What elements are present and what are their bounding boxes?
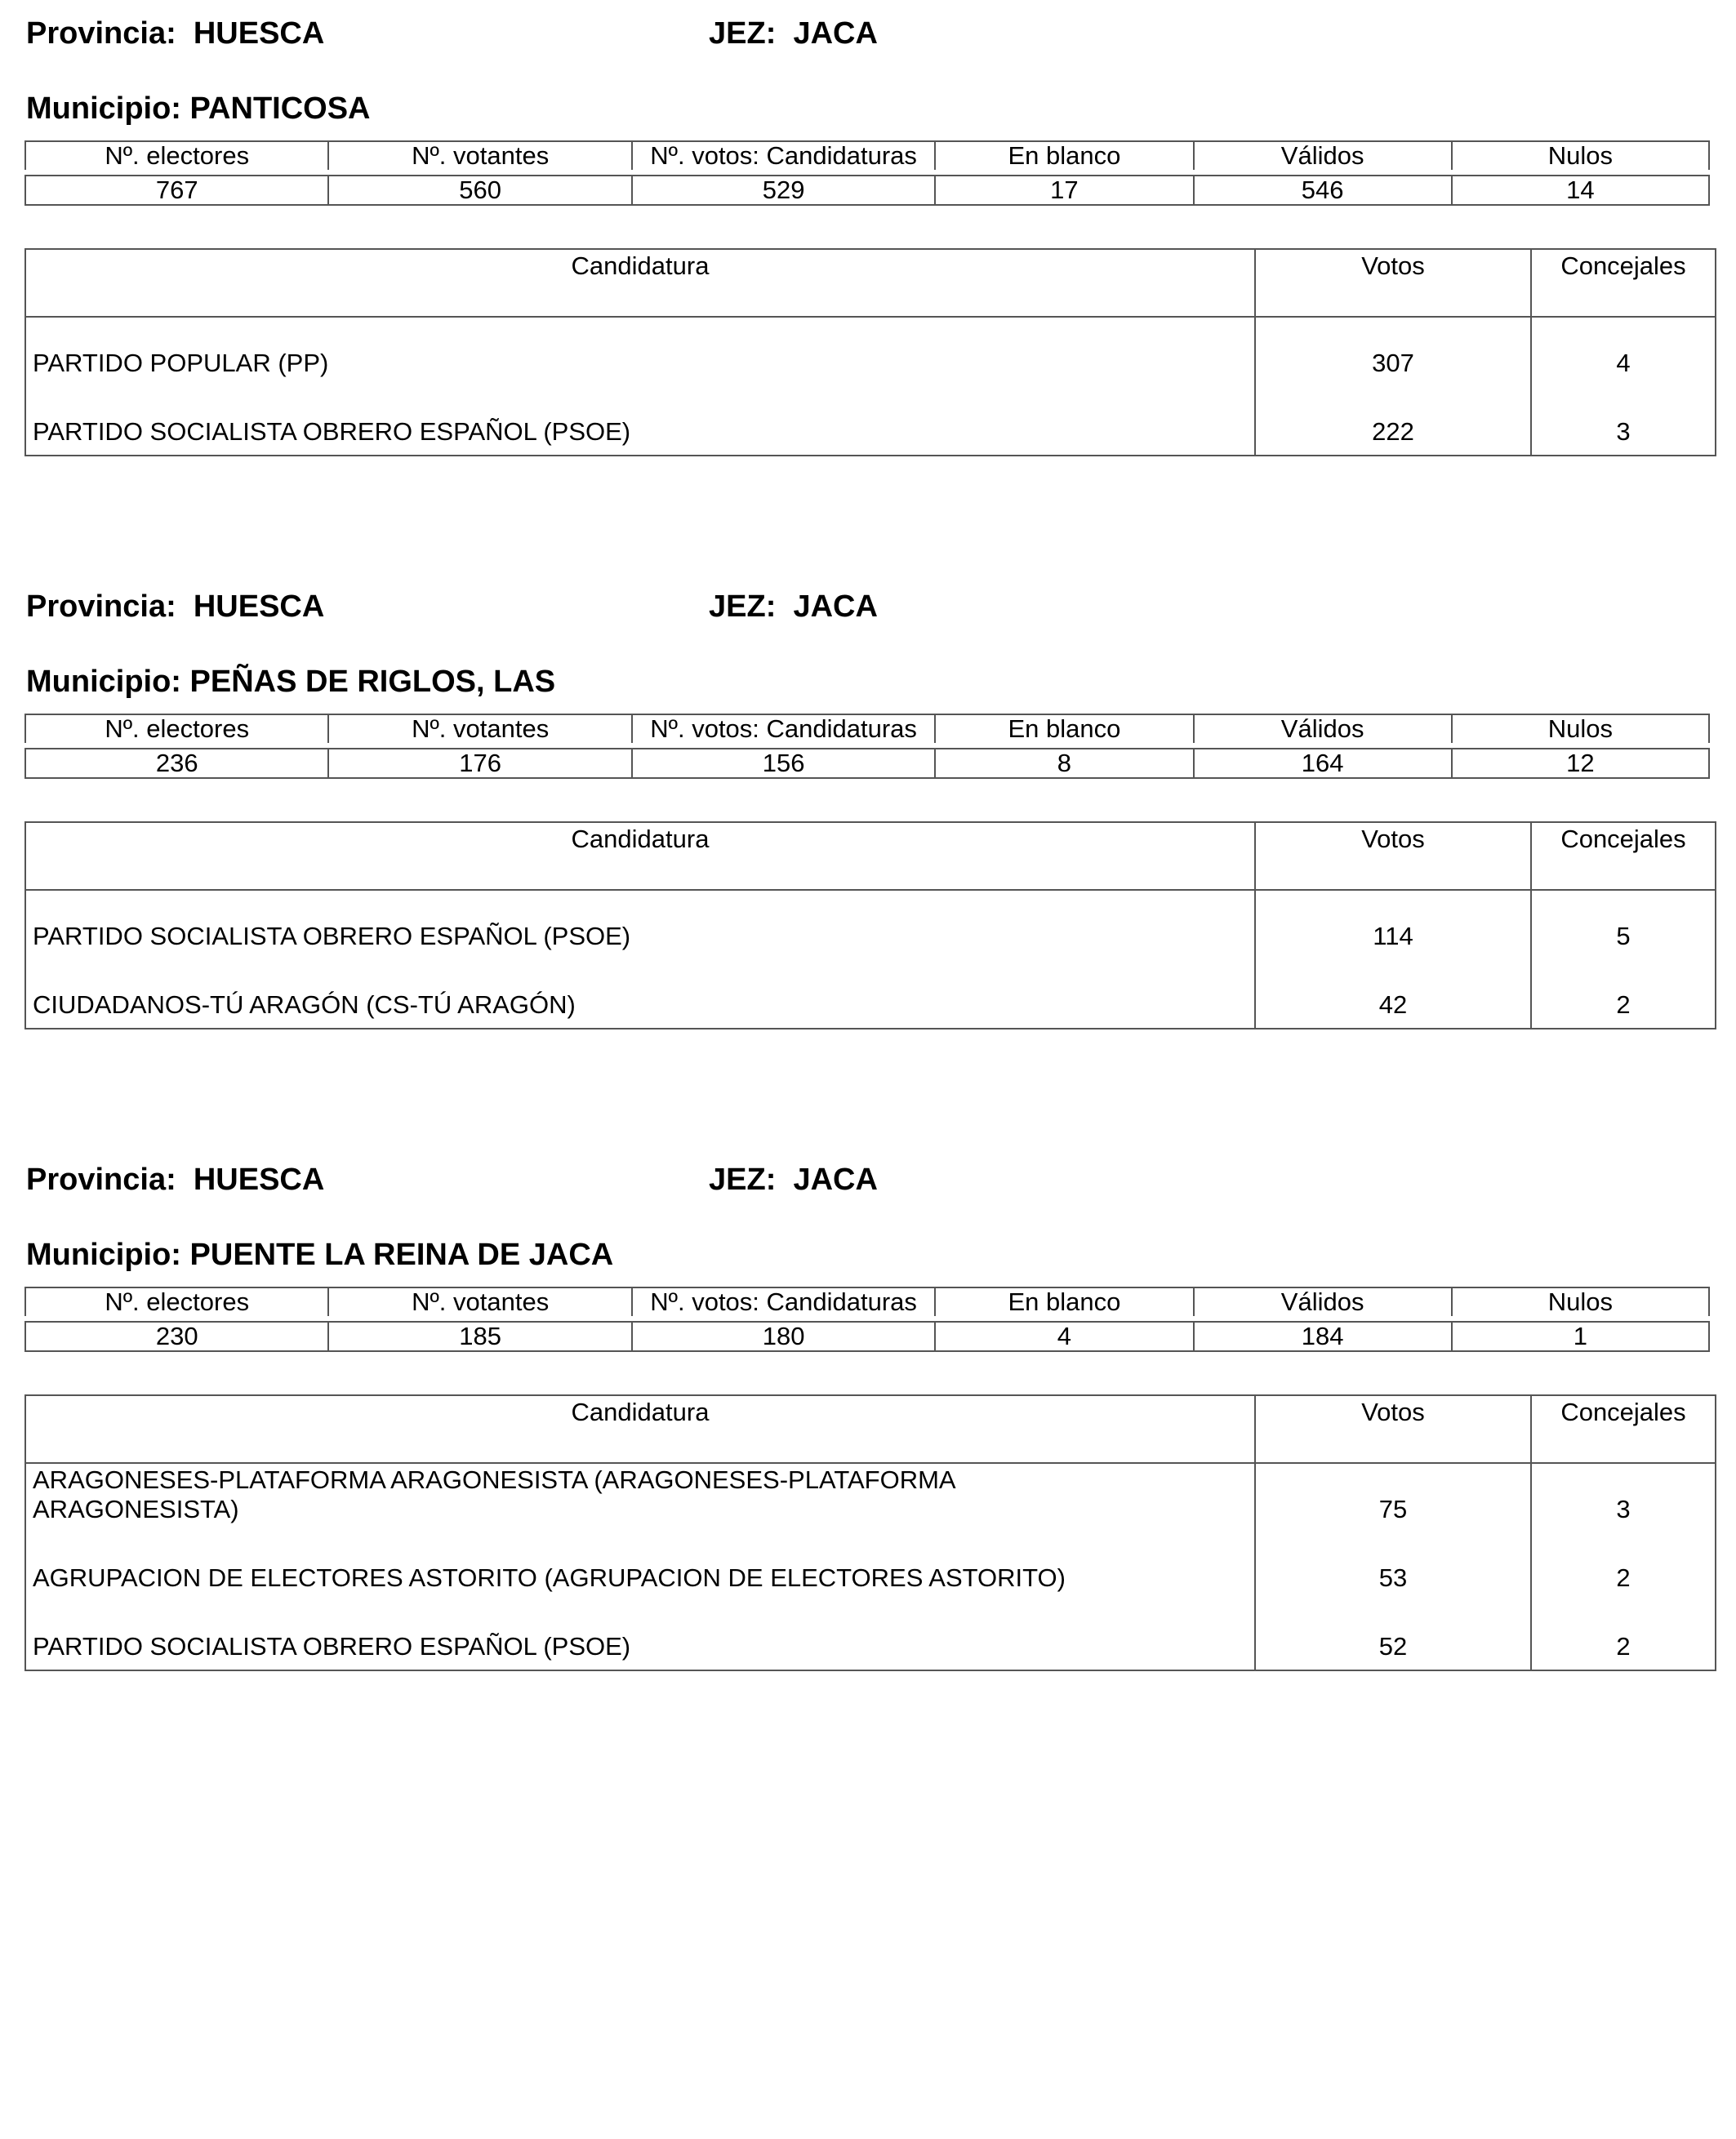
- cand-votos: 52: [1255, 1601, 1531, 1670]
- municipio-line: [26, 1238, 613, 1273]
- jez-label: JEZ:: [709, 1163, 777, 1197]
- municipio-block-puente-la-reina: [24, 1146, 1710, 1661]
- cand-votos: 307: [1255, 317, 1531, 386]
- stats-value-votantes: 176: [328, 749, 631, 778]
- jez-label: JEZ:: [709, 16, 777, 51]
- stats-header-electores: Nº. electores: [25, 1287, 328, 1316]
- provincia-value: HUESCA: [193, 16, 325, 51]
- municipio-value: PANTICOSA: [189, 91, 371, 126]
- stats-header-validos: Válidos: [1194, 714, 1452, 743]
- cand-name: PARTIDO SOCIALISTA OBRERO ESPAÑOL (PSOE): [25, 386, 1255, 456]
- municipio-block-panticosa: [24, 0, 1710, 446]
- municipio-label: Municipio:: [26, 665, 181, 699]
- stats-value-votos-candidaturas: 156: [632, 749, 935, 778]
- stats-header-votos-candidaturas: Nº. votos: Candidaturas: [632, 714, 935, 743]
- cand-header-concejales: Concejales: [1531, 249, 1716, 317]
- table-row: [25, 1532, 1716, 1601]
- jez-label: JEZ:: [709, 589, 777, 624]
- municipio-line: [26, 91, 371, 127]
- cand-concejales: 3: [1531, 386, 1716, 456]
- provincia-line: [26, 16, 324, 51]
- cand-header-concejales: Concejales: [1531, 822, 1716, 890]
- stats-header-nulos: Nulos: [1452, 1287, 1709, 1316]
- stats-header-votos-candidaturas: Nº. votos: Candidaturas: [632, 141, 935, 170]
- cand-name: AGRUPACION DE ELECTORES ASTORITO (AGRUPACION DE ELECTORES ASTORITO): [25, 1532, 1255, 1601]
- provincia-value: HUESCA: [193, 1163, 325, 1197]
- cand-concejales: 2: [1531, 1601, 1716, 1670]
- stats-header-votantes: Nº. votantes: [328, 714, 631, 743]
- jez-value: JACA: [793, 16, 878, 51]
- cand-concejales: 3: [1531, 1463, 1716, 1532]
- cand-votos: 114: [1255, 890, 1531, 959]
- candidaturas-table: [24, 1394, 1716, 1671]
- stats-value-en-blanco: 8: [935, 749, 1193, 778]
- cand-name: PARTIDO SOCIALISTA OBRERO ESPAÑOL (PSOE): [25, 890, 1255, 959]
- cand-name: PARTIDO SOCIALISTA OBRERO ESPAÑOL (PSOE): [25, 1601, 1255, 1670]
- cand-header-candidatura: Candidatura: [25, 249, 1255, 317]
- stats-value-electores: 230: [25, 1322, 328, 1351]
- cand-votos: 42: [1255, 959, 1531, 1029]
- block-header: [24, 0, 1710, 57]
- stats-table: [24, 140, 1710, 206]
- cand-concejales: 2: [1531, 1532, 1716, 1601]
- jez-value: JACA: [793, 1163, 878, 1197]
- candidaturas-table: [24, 821, 1716, 1029]
- stats-value-votos-candidaturas: 180: [632, 1322, 935, 1351]
- stats-header-en-blanco: En blanco: [935, 714, 1193, 743]
- stats-header-nulos: Nulos: [1452, 141, 1709, 170]
- stats-header-validos: Válidos: [1194, 1287, 1452, 1316]
- municipio-block-penas-de-riglos: [24, 573, 1710, 1019]
- stats-value-validos: 164: [1194, 749, 1452, 778]
- cand-concejales: 2: [1531, 959, 1716, 1029]
- cand-name: ARAGONESES-PLATAFORMA ARAGONESISTA (ARAGONESES-PLATAFORMA ARAGONESISTA): [25, 1463, 1255, 1532]
- municipio-value: PEÑAS DE RIGLOS, LAS: [189, 665, 556, 699]
- municipio-value: PUENTE LA REINA DE JACA: [189, 1238, 614, 1272]
- table-row: [25, 1463, 1716, 1532]
- provincia-label: Provincia:: [26, 589, 176, 624]
- stats-value-electores: 236: [25, 749, 328, 778]
- jez-line: [709, 16, 878, 51]
- stats-header-en-blanco: En blanco: [935, 141, 1193, 170]
- stats-value-en-blanco: 4: [935, 1322, 1193, 1351]
- stats-value-votos-candidaturas: 529: [632, 176, 935, 205]
- block-header: [24, 573, 1710, 630]
- cand-name: PARTIDO POPULAR (PP): [25, 317, 1255, 386]
- stats-value-nulos: 14: [1452, 176, 1709, 205]
- cand-votos: 222: [1255, 386, 1531, 456]
- table-row: [25, 1601, 1716, 1670]
- cand-name: CIUDADANOS-TÚ ARAGÓN (CS-TÚ ARAGÓN): [25, 959, 1255, 1029]
- stats-header-validos: Válidos: [1194, 141, 1452, 170]
- stats-value-validos: 546: [1194, 176, 1452, 205]
- cand-header-concejales: Concejales: [1531, 1395, 1716, 1463]
- stats-header-electores: Nº. electores: [25, 714, 328, 743]
- provincia-line: [26, 589, 324, 625]
- cand-header-votos: Votos: [1255, 1395, 1531, 1463]
- cand-votos: 75: [1255, 1463, 1531, 1532]
- cand-votos: 53: [1255, 1532, 1531, 1601]
- table-row: [25, 386, 1716, 456]
- stats-value-nulos: 12: [1452, 749, 1709, 778]
- candidaturas-table: [24, 248, 1716, 456]
- jez-line: [709, 589, 878, 625]
- stats-table: [24, 714, 1710, 779]
- cand-header-votos: Votos: [1255, 822, 1531, 890]
- provincia-label: Provincia:: [26, 1163, 176, 1197]
- stats-header-en-blanco: En blanco: [935, 1287, 1193, 1316]
- stats-header-votantes: Nº. votantes: [328, 141, 631, 170]
- stats-value-en-blanco: 17: [935, 176, 1193, 205]
- stats-header-votantes: Nº. votantes: [328, 1287, 631, 1316]
- stats-value-validos: 184: [1194, 1322, 1452, 1351]
- jez-value: JACA: [793, 589, 878, 624]
- table-row: [25, 890, 1716, 959]
- provincia-label: Provincia:: [26, 16, 176, 51]
- table-row: [25, 317, 1716, 386]
- cand-header-votos: Votos: [1255, 249, 1531, 317]
- stats-table: [24, 1287, 1710, 1352]
- municipio-line: [26, 665, 555, 700]
- table-row: [25, 959, 1716, 1029]
- cand-header-candidatura: Candidatura: [25, 822, 1255, 890]
- stats-header-nulos: Nulos: [1452, 714, 1709, 743]
- cand-concejales: 4: [1531, 317, 1716, 386]
- municipio-label: Municipio:: [26, 1238, 181, 1272]
- stats-value-votantes: 185: [328, 1322, 631, 1351]
- stats-value-votantes: 560: [328, 176, 631, 205]
- provincia-value: HUESCA: [193, 589, 325, 624]
- stats-value-nulos: 1: [1452, 1322, 1709, 1351]
- stats-value-electores: 767: [25, 176, 328, 205]
- cand-header-candidatura: Candidatura: [25, 1395, 1255, 1463]
- cand-concejales: 5: [1531, 890, 1716, 959]
- jez-line: [709, 1163, 878, 1198]
- stats-header-electores: Nº. electores: [25, 141, 328, 170]
- stats-header-votos-candidaturas: Nº. votos: Candidaturas: [632, 1287, 935, 1316]
- block-header: [24, 1146, 1710, 1203]
- municipio-label: Municipio:: [26, 91, 181, 126]
- provincia-line: [26, 1163, 324, 1198]
